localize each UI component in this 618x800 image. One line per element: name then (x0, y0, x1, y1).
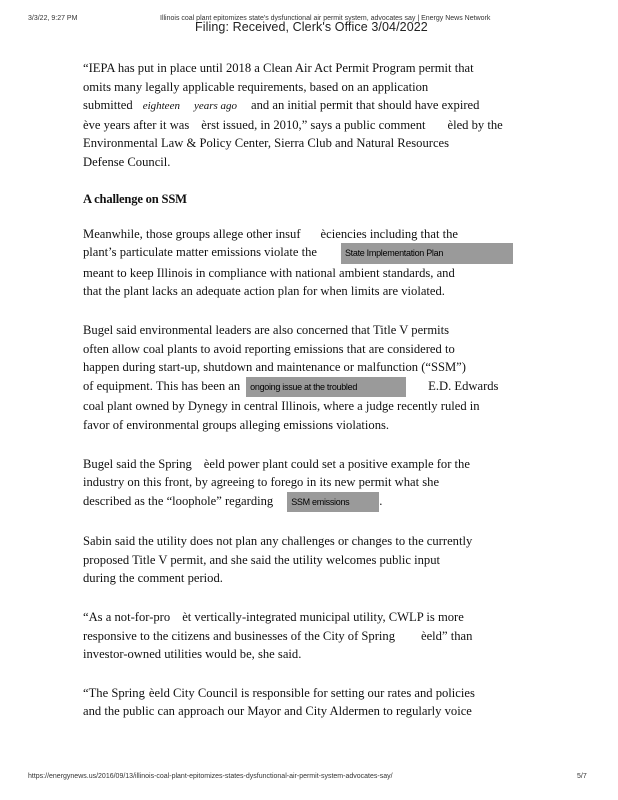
line (83, 96, 543, 116)
italic-text: years ago (193, 100, 238, 113)
text: submitted (83, 98, 133, 113)
line (83, 627, 543, 646)
section-heading: A challenge on SSM (83, 191, 187, 206)
line: during the comment period. (83, 571, 223, 586)
line: coal plant owned by Dynegy in central Illinois, where a judge recently ruled in (83, 399, 480, 414)
line: often allow coal plants to avoid reporting emissions that are considered to (83, 341, 455, 356)
line: industry on this front, by agreeing to forego in its new permit what she (83, 475, 440, 490)
text: èeld” than (421, 628, 473, 643)
filing-stamp: Filing: Received, Clerk's Office 3/04/2022 (195, 20, 428, 34)
text: Bugel said the Spring (83, 456, 192, 471)
text: responsive to the citizens and businesses of the City of Spring (83, 628, 395, 643)
print-date: 3/3/22, 9:27 PM (28, 15, 78, 22)
print-page-title: Illinois coal plant epitomizes state's dysfunctional air permit system, advocates say | Energy News Network (160, 15, 491, 22)
paragraph-2 (83, 225, 543, 301)
line: and the public can approach our Mayor and City Aldermen to regularly voice (83, 704, 472, 719)
line: meant to keep Illinois in compliance with national ambient standards, and (83, 265, 455, 280)
text: èciencies including that the (320, 226, 458, 241)
line (83, 608, 543, 627)
line: favor of environmental groups alleging emissions violations. (83, 417, 390, 432)
text: E.D. Edwards (428, 378, 499, 393)
line: Environmental Law & Policy Center, Sierra Club and Natural Resources (83, 136, 450, 151)
link-state-implementation-plan[interactable]: State Implementation Plan (341, 243, 513, 264)
paragraph-5 (83, 532, 543, 588)
text: “As a not-for-pro (83, 610, 171, 625)
link-ongoing-issue[interactable]: ongoing issue at the troubled (246, 377, 406, 398)
paragraph-3 (83, 321, 543, 435)
line: that the plant lacks an adequate action plan for when limits are violated. (83, 284, 445, 299)
link-ssm-emissions[interactable]: SSM emissions (287, 492, 379, 513)
text: of equipment. This has been an (83, 378, 241, 393)
text: èled by the (447, 117, 503, 132)
line: Bugel said environmental leaders are also concerned that Title V permits (83, 322, 450, 337)
line: investor-owned utilities would be, she said. (83, 647, 302, 662)
line (83, 492, 543, 513)
text: . (379, 493, 383, 508)
line (83, 455, 543, 474)
paragraph-6 (83, 608, 543, 664)
line: omits many legally applicable requirements, based on an application (83, 79, 429, 94)
line (83, 684, 543, 703)
line: “IEPA has put in place until 2018 a Clean Air Act Permit Program permit that (83, 61, 474, 75)
line: proposed Title V permit, and she said the utility welcomes public input (83, 552, 441, 567)
print-url: https://energynews.us/2016/09/13/illinois-coal-plant-epitomizes-states-dysfunctional-air-permit-system-advocates-say/ (28, 773, 393, 780)
text: ève years after it was (83, 117, 190, 132)
line (83, 377, 543, 398)
paragraph-1 (83, 59, 543, 172)
paragraph-7 (83, 684, 543, 721)
paragraph-4 (83, 455, 543, 513)
text: plant’s particulate matter emissions violate the (83, 245, 317, 260)
page-number: 5/7 (577, 773, 587, 780)
line: happen during start-up, shutdown and maintenance or malfunction (“SSM”) (83, 360, 466, 375)
line: Defense Council. (83, 154, 171, 169)
line: Sabin said the utility does not plan any challenges or changes to the currently (83, 534, 473, 549)
text: “The Spring (83, 685, 145, 700)
text: èt vertically-integrated municipal utility, CWLP is more (182, 610, 464, 625)
article-body (83, 59, 543, 741)
italic-text: eighteen (142, 100, 180, 113)
text: and an initial permit that should have expired (251, 98, 480, 113)
text: èeld power plant could set a positive example for the (203, 456, 470, 471)
line (83, 116, 543, 135)
line (83, 243, 543, 264)
text: described as the “loophole” regarding (83, 493, 274, 508)
text: èrst issued, in 2010,” says a public comment (201, 117, 426, 132)
line (83, 225, 543, 244)
text: èeld City Council is responsible for setting our rates and policies (148, 685, 475, 700)
text: Meanwhile, those groups allege other insuf (83, 226, 301, 241)
